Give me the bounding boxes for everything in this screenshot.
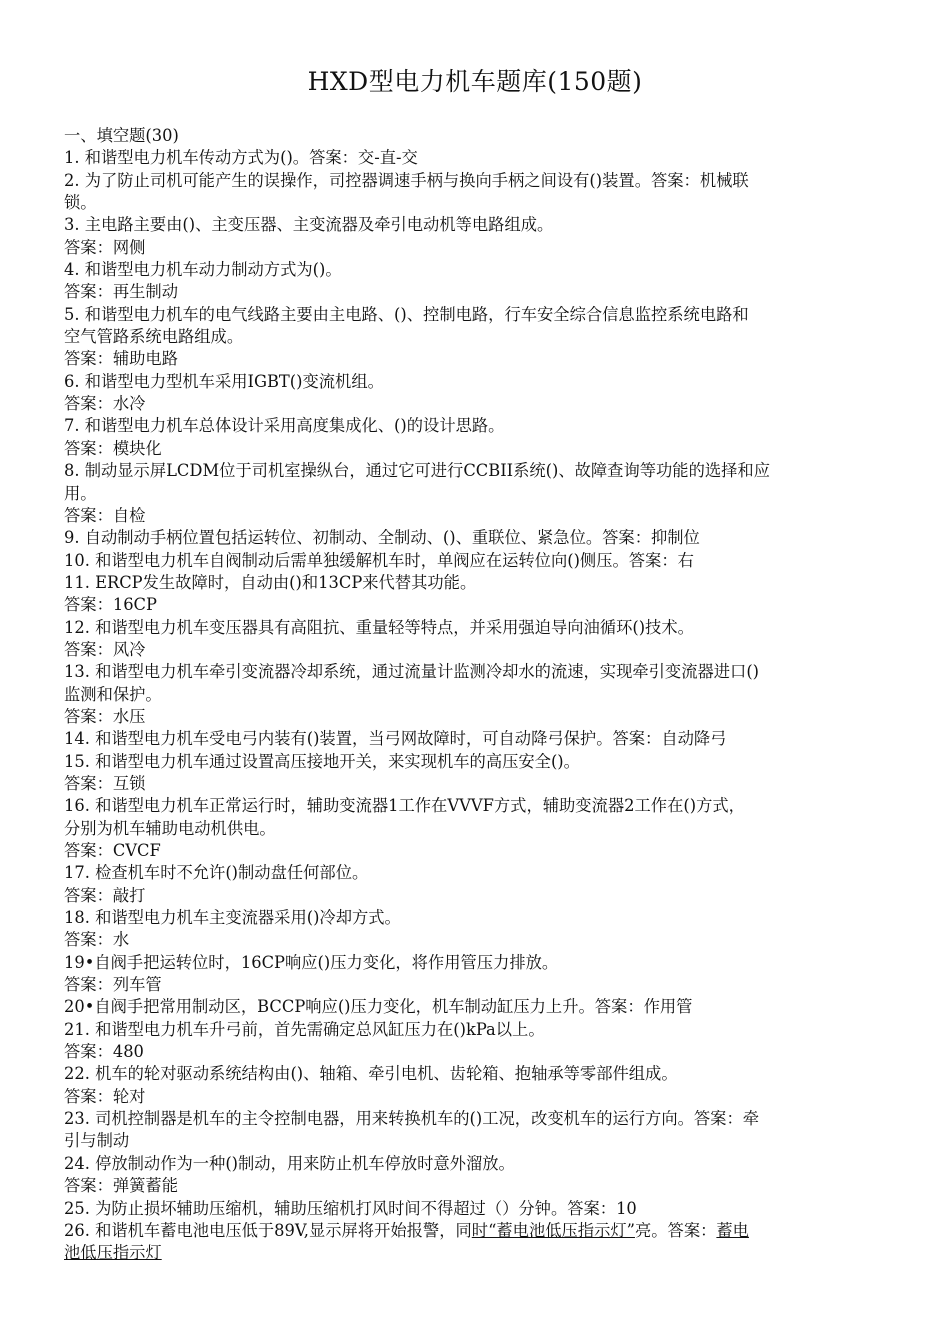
text-line: 17. 检查机车时不允许()制动盘任何部位。 [64,863,369,883]
text-line: 答案：网侧 [64,237,146,257]
question-26-text: 26. 和谐机车蓄电池电压低于89V,显示屏将开始报警，同 [64,1220,472,1240]
text-line: 13. 和谐型电力机车牵引变流器冷却系统，通过流量计监测冷却水的流速，实现牵引变流器进口() [64,662,760,682]
text-line: 答案：互锁 [64,773,146,793]
text-line: 3. 主电路主要由()、主变压器、主变流器及牵引电动机等电路组成。 [64,215,554,235]
text-line: 25. 为防止损坏辅助压缩机，辅助压缩机打风时间不得超过（）分钟。答案：10 [64,1198,637,1218]
text-line: 24. 停放制动作为一种()制动，用来防止机车停放时意外溜放。 [64,1153,515,1173]
question-list [64,125,890,1265]
text-line: 答案：列车管 [64,975,162,995]
text-line: 答案：水冷 [64,394,146,414]
text-line: 答案：弹簧蓄能 [64,1176,178,1196]
text-line: 答案：风冷 [64,639,146,659]
text-line: 答案：自检 [64,505,146,525]
text-line: 20•自阀手把常用制动区，BCCP响应()压力变化，机车制动缸压力上升。答案：作用管 [64,997,693,1017]
question-26-underlined-text: 时“蓄电池低压指示灯” [471,1220,635,1240]
text-line: 10. 和谐型电力机车自阀制动后需单独缓解机车时，单阀应在运转位向()侧压。答案：右 [64,550,694,570]
question-lines [64,147,890,1220]
text-line: 答案：敲打 [64,885,146,905]
text-line: 7. 和谐型电力机车总体设计采用高度集成化、()的设计思路。 [64,416,505,436]
text-line: 4. 和谐型电力机车动力制动方式为()。 [64,260,342,280]
text-line: 5. 和谐型电力机车的电气线路主要由主电路、()、控制电路，行车安全综合信息监控系统电路和 [64,304,749,324]
text-line: 16. 和谐型电力机车正常运行时，辅助变流器1工作在VVVF方式，辅助变流器2工作在()方式， [64,796,745,816]
text-line: 分别为机车辅助电动机供电。 [64,818,276,838]
text-line: 22. 机车的轮对驱动系统结构由()、轴箱、牵引电机、齿轮箱、抱轴承等零部件组成。 [64,1064,678,1084]
text-line: 答案：水 [64,930,130,950]
section-heading: 一、填空题(30) [64,126,179,145]
text-line: 引与制动 [64,1131,130,1151]
text-line: 答案：辅助电路 [64,349,178,369]
text-line: 6. 和谐型电力型机车采用IGBT()变流机组。 [64,371,384,391]
text-line: 答案：480 [64,1042,144,1062]
text-line: 14. 和谐型电力机车受电弓内装有()装置，当弓网故障时，可自动降弓保护。答案：自动降弓 [64,729,727,749]
page-title: HXD型电力机车题库(150题) [307,67,643,96]
text-line: 锁。 [64,193,97,213]
text-line: 23. 司机控制器是机车的主令控制电器，用来转换机车的()工况，改变机车的运行方向。答案：牵 [64,1109,760,1129]
text-line: 12. 和谐型电力机车变压器具有高阻抗、重量轻等特点，并采用强迫导向油循环()技术。 [64,617,694,637]
text-line: 1. 和谐型电力机车传动方式为()。答案：交-直-交 [64,148,418,168]
text-line: 8. 制动显示屏LCDM位于司机室操纵台，通过它可进行CCBII系统()、故障查询等功能的选择和应 [64,461,770,481]
text-line: 15. 和谐型电力机车通过设置高压接地开关，来实现机车的高压安全()。 [64,751,580,771]
text-line: 空气管路系统电路组成。 [64,327,244,347]
text-line: 19•自阀手把运转位时，16CP响应()压力变化，将作用管压力排放。 [64,952,559,972]
text-line: 21. 和谐型电力机车升弓前，首先需确定总风缸压力在()kPa以上。 [64,1019,545,1039]
text-line: 答案：CVCF [64,841,161,860]
text-line: 答案：16CP [64,595,157,615]
text-line: 18. 和谐型电力机车主变流器采用()冷却方式。 [64,908,401,928]
text-line: 答案：轮对 [64,1086,146,1106]
question-26-answer-start: 蓄电 [716,1220,749,1240]
question-26-answer-end: 池低压指示灯 [64,1243,162,1263]
text-line: 11. ERCP发生故障时，自动由()和13CP来代替其功能。 [64,572,477,592]
text-line: 用。 [64,483,97,503]
question-26-line-1 [64,1220,890,1242]
text-line: 答案：水压 [64,706,146,726]
text-line: 2. 为了防止司机可能产生的误操作，司控器调速手柄与换向手柄之间设有()装置。答案：机械联 [64,170,749,190]
question-26-line-2 [64,1242,890,1264]
question-26-answer-label: 亮。答案： [634,1220,717,1240]
text-line: 监测和保护。 [64,684,162,704]
text-line: 答案：模块化 [64,438,162,458]
text-line: 答案：再生制动 [64,282,178,302]
text-line: 9. 自动制动手柄位置包括运转位、初制动、全制动、()、重联位、紧急位。答案：抑制位 [64,528,700,548]
